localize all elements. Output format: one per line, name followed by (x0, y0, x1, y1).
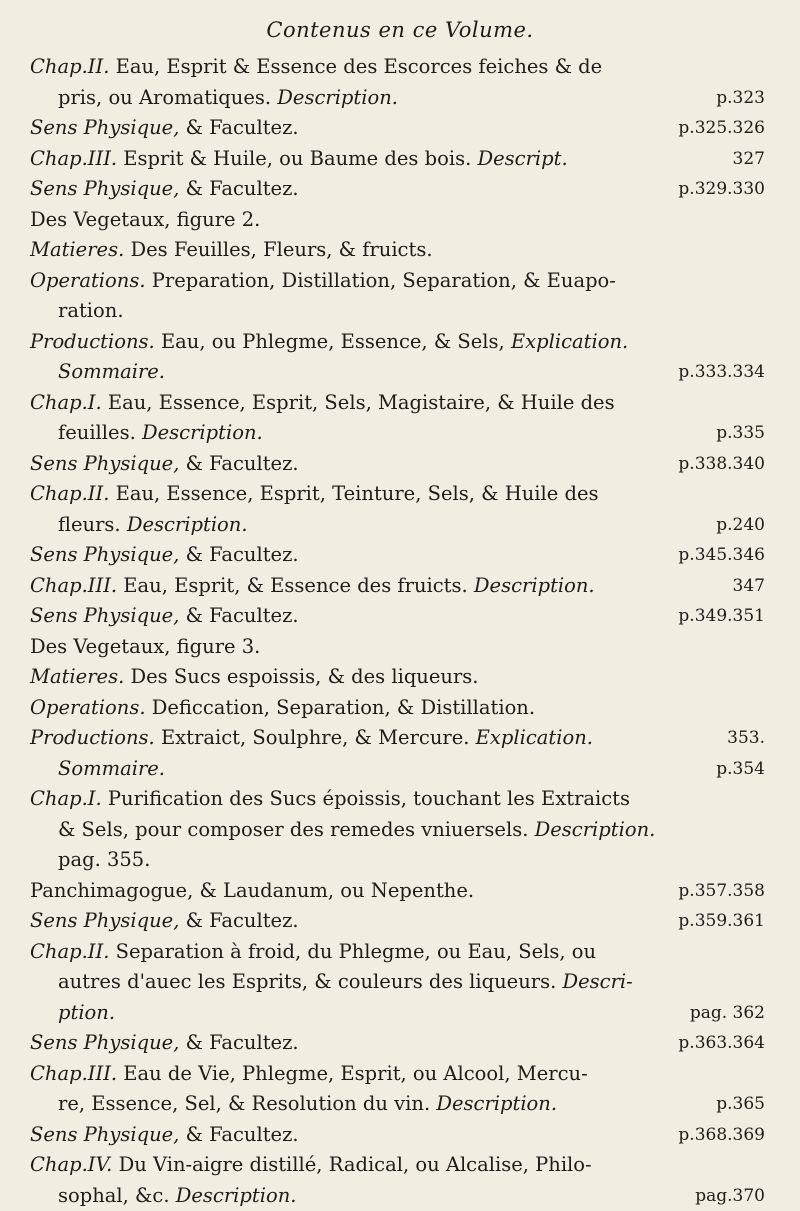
toc-text: & Facultez. (186, 604, 299, 627)
toc-page-ref: pag. 362 (690, 998, 765, 1029)
toc-line (30, 571, 765, 602)
toc-line (30, 906, 765, 937)
toc-line (30, 174, 765, 205)
toc-label: Chap.II. (30, 940, 109, 963)
toc-label: Sens Physique, (30, 116, 179, 139)
toc-line (30, 449, 765, 480)
toc-page-ref: p.333.334 (678, 357, 765, 388)
toc-label: Sens Physique, (30, 1123, 179, 1146)
toc-line (30, 113, 765, 144)
toc-text: Sommaire. (58, 757, 165, 780)
toc-text: Des Vegetaux, figure 3. (30, 635, 260, 658)
toc-line (30, 540, 765, 571)
toc-description-tag: Description. (176, 1184, 297, 1207)
toc-label: Chap.II. (30, 482, 109, 505)
toc-line (30, 662, 765, 693)
toc-text: Eau, ou Phlegme, Essence, & Sels, (161, 330, 505, 353)
toc-description-tag: Description. (474, 574, 595, 597)
toc-line (30, 83, 765, 114)
toc-text: & Facultez. (186, 543, 299, 566)
toc-text: Extraict, Soulphre, & Mercure. (161, 726, 470, 749)
toc-line (30, 723, 765, 754)
toc-page-ref: p.335 (716, 418, 765, 449)
toc-text: pag. 355. (58, 848, 150, 871)
toc-line (30, 418, 765, 449)
toc-text: Des Vegetaux, figure 2. (30, 208, 260, 231)
toc-label: Chap.III. (30, 147, 117, 170)
toc-text: pris, ou Aromatiques. (58, 86, 271, 109)
toc-text: ration. (58, 299, 124, 322)
toc-text: Des Sucs espoissis, & des liqueurs. (130, 665, 478, 688)
toc-text: Esprit & Huile, ou Baume des bois. (123, 147, 471, 170)
toc-label: Chap.IV. (30, 1153, 112, 1176)
toc-text: ption. (58, 1001, 115, 1024)
toc-line (30, 998, 765, 1029)
toc-line (30, 1181, 765, 1211)
toc-description-tag: Descri- (563, 970, 633, 993)
toc-line (30, 357, 765, 388)
toc-text: fleurs. (58, 513, 121, 536)
toc-line (30, 510, 765, 541)
toc-label: Chap.II. (30, 55, 109, 78)
toc-description-tag: Description. (535, 818, 656, 841)
toc-line (30, 52, 765, 83)
toc-description-tag: Description. (277, 86, 398, 109)
toc-text: Du Vin-aigre distillé, Radical, ou Alcalise, Philo- (119, 1153, 592, 1176)
toc-text: Des Feuilles, Fleurs, & fruicts. (130, 238, 432, 261)
toc-line (30, 967, 765, 998)
toc-text: feuilles. (58, 421, 136, 444)
toc-text: & Facultez. (186, 1031, 299, 1054)
toc-line (30, 296, 765, 327)
toc-text: Eau, Esprit & Essence des Escorces feiches & de (116, 55, 603, 78)
toc-line (30, 1150, 765, 1181)
toc-text: Purification des Sucs époissis, touchant les Extraicts (108, 787, 630, 810)
toc-line (30, 266, 765, 297)
toc-description-tag: Explication. (511, 330, 628, 353)
toc-description-tag: Description. (436, 1092, 557, 1115)
toc-text: Panchimagogue, & Laudanum, ou Nepenthe. (30, 879, 474, 902)
toc-page-ref: 327 (733, 144, 765, 175)
toc-label: Productions. (30, 330, 155, 353)
toc-line (30, 937, 765, 968)
toc-text: Eau de Vie, Phlegme, Esprit, ou Alcool, Mercu- (123, 1062, 587, 1085)
toc-line (30, 1089, 765, 1120)
toc-page-ref: p.329.330 (678, 174, 765, 205)
toc-label: Sens Physique, (30, 1031, 179, 1054)
toc-page-ref: 347 (733, 571, 765, 602)
toc-label: Operations. (30, 269, 146, 292)
toc-line (30, 1059, 765, 1090)
toc-page-ref: p.323 (716, 83, 765, 114)
toc-page-ref: p.345.346 (678, 540, 765, 571)
toc-line (30, 327, 765, 358)
toc-text: autres d'auec les Esprits, & couleurs des liqueurs. (58, 970, 556, 993)
toc-label: Chap.III. (30, 1062, 117, 1085)
toc-page-ref: p.363.364 (678, 1028, 765, 1059)
toc-label: Operations. (30, 696, 146, 719)
toc-text: Eau, Essence, Esprit, Sels, Magistaire, & Huile des (108, 391, 615, 414)
toc-line (30, 784, 765, 815)
toc-line (30, 479, 765, 510)
toc-label: Sens Physique, (30, 909, 179, 932)
toc-text: & Facultez. (186, 177, 299, 200)
toc-text: Separation à froid, du Phlegme, ou Eau, Sels, ou (116, 940, 597, 963)
toc-text: & Facultez. (186, 909, 299, 932)
toc-text: Sommaire. (58, 360, 165, 383)
toc-text: sophal, &c. (58, 1184, 170, 1207)
toc-text: & Facultez. (186, 452, 299, 475)
toc-page-ref: p.365 (716, 1089, 765, 1120)
toc-description-tag: Description. (127, 513, 248, 536)
toc-line (30, 693, 765, 724)
toc-text: re, Essence, Sel, & Resolution du vin. (58, 1092, 430, 1115)
toc-text: & Facultez. (186, 1123, 299, 1146)
toc-label: Sens Physique, (30, 543, 179, 566)
toc-page-ref: p.354 (716, 754, 765, 785)
toc-text: & Facultez. (186, 116, 299, 139)
toc-line (30, 815, 765, 846)
toc-text: Eau, Esprit, & Essence des fruicts. (123, 574, 467, 597)
toc-page-ref: 353. (727, 723, 765, 754)
toc-line (30, 876, 765, 907)
toc-label: Sens Physique, (30, 604, 179, 627)
toc-text: Preparation, Distillation, Separation, & Euapo- (152, 269, 616, 292)
toc-description-tag: Descript. (477, 147, 567, 170)
toc-page-ref: p.359.361 (678, 906, 765, 937)
toc-page-ref: p.368.369 (678, 1120, 765, 1151)
toc-page-ref: p.338.340 (678, 449, 765, 480)
toc-line (30, 1120, 765, 1151)
toc-page-ref: p.357.358 (678, 876, 765, 907)
toc-line (30, 144, 765, 175)
toc-label: Sens Physique, (30, 452, 179, 475)
toc-line (30, 235, 765, 266)
toc-label: Sens Physique, (30, 177, 179, 200)
running-head: Contenus en ce Volume. (0, 18, 800, 42)
toc-page-ref: p.325.326 (678, 113, 765, 144)
toc-line (30, 754, 765, 785)
toc-page-ref: pag.370 (695, 1181, 765, 1211)
toc-label: Chap.I. (30, 787, 102, 810)
toc-description-tag: Description. (142, 421, 263, 444)
toc-label: Matieres. (30, 665, 124, 688)
toc-line (30, 632, 765, 663)
toc-label: Productions. (30, 726, 155, 749)
toc-line (30, 845, 765, 876)
toc-description-tag: Explication. (476, 726, 593, 749)
toc-page-ref: p.240 (716, 510, 765, 541)
toc-line (30, 205, 765, 236)
toc-text: Eau, Essence, Esprit, Teinture, Sels, & Huile des (116, 482, 599, 505)
toc-page-ref: p.349.351 (678, 601, 765, 632)
toc-text: Deficcation, Separation, & Distillation. (152, 696, 535, 719)
toc-label: Matieres. (30, 238, 124, 261)
toc-line (30, 1028, 765, 1059)
toc-label: Chap.I. (30, 391, 102, 414)
toc-text: & Sels, pour composer des remedes vniuersels. (58, 818, 528, 841)
table-of-contents (30, 52, 765, 1211)
toc-line (30, 601, 765, 632)
toc-label: Chap.III. (30, 574, 117, 597)
toc-line (30, 388, 765, 419)
